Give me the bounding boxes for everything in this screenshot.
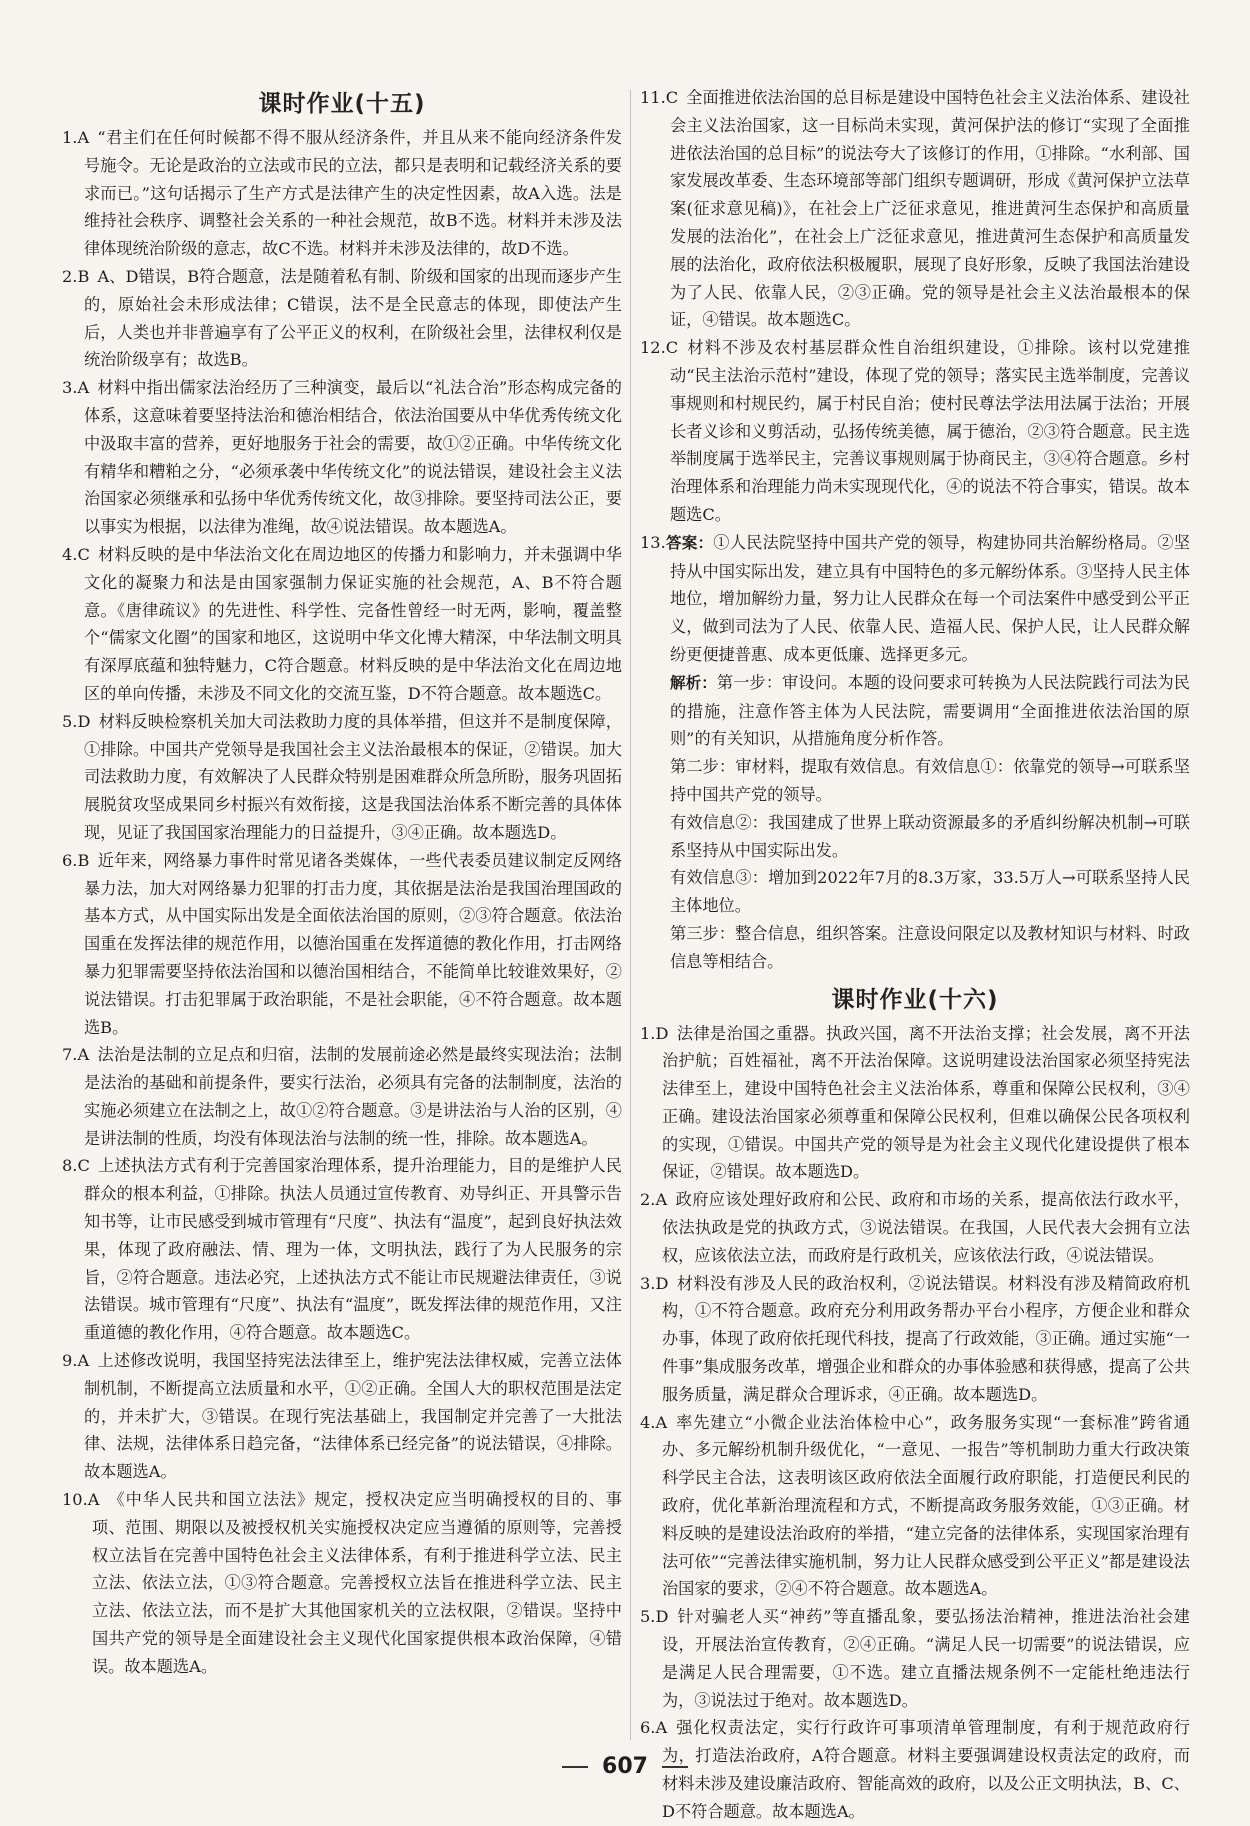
answer-text: 法律是治国之重器。执政兴国，离不开法治支撑；社会发展，离不开法治护航；百姓福祉，离不开法治保障。这说明建设法治国家必须坚持宪法法律至上，建设中国特色社会主义法治体系，尊重和保障公民权利，③④正确。建设法治国家必须尊重和保障公民权利，但难以确保公民各项权利的实现，①错误。中国共产党的领导是为社会主义现代化建设提供了根本保证，②错误。故本题选D。	[662, 1023, 1190, 1182]
answer-text: 《中华人民共和国立法法》规定，授权决定应当明确授权的目的、事项、范围、期限以及被授权机关实施授权决定应当遵循的原则等，完善授权立法旨在完善中国特色社会主义法律体系，有利于推进科学立法、民主立法、依法立法，①③符合题意。完善授权立法旨在推进科学立法、民主立法、依法立法，而不是扩大其他国家机关的立法权限，②错误。坚持中国共产党的领导是全面建设社会主义现代化国家提供根本政治保障，④错误。故本题选A。	[92, 1490, 622, 1676]
section-title-15: 课时作业(十五)	[258, 91, 426, 117]
answer-text: 全面推进依法治国的总目标是建设中国特色社会主义法治体系、建设社会主义法治国家，这一目标尚未实现，黄河保护法的修订“实现了全面推进依法治国的总目标”的说法夸大了该修订的作用，①排除。“水利部、国家发展改革委、生态环境部等部门组织专题调研，形成《黄河保护立法草案(征求意见稿)》，在社会上广泛征求意见，推进黄河生态保护和高质量发展的法治化”，在社会上广泛征求意见，推进黄河生态保护和高质量发展的法治化，政府依法积极履职，展现了良好形象，反映了我国法治建设为了人民、依靠人民，②③正确。党的领导是社会主义法治最根本的保证，④错误。故本题选C。	[670, 88, 1190, 330]
analysis-label: 解析：	[670, 673, 717, 692]
answer-text: 强化权责法定，实行行政许可事项清单管理制度，有利于规范政府行为，打造法治政府，A符合题意。材料主要强调建设权责法定的政府，而材料未涉及建设廉洁政府、智能高效的政府，以及公正文明执法，B、C、D不符合题意。故本题选A。	[662, 1718, 1190, 1821]
answer-item	[62, 374, 622, 541]
answer-item	[62, 1347, 622, 1486]
answer-number: 5.D	[62, 711, 91, 731]
answer-number: 6.B	[62, 850, 90, 870]
answer-number: 7.A	[62, 1045, 90, 1065]
answer-number: 3.A	[62, 378, 90, 398]
answer-text: 上述执法方式有利于完善国家治理体系，提升治理能力，目的是维护人民群众的根本利益，①排除。执法人员通过宣传教育、劝导纠正、开具警示告知书等，让市民感受到城市管理有“尺度”、执法有“温度”，起到良好执法效果，体现了政府融法、情、理为一体，文明执法，践行了为人民服务的宗旨，②符合题意。违法必究，上述执法方式不能让市民规避法律责任，③说法错误。城市管理有“尺度”、执法有“温度”，既发挥法律的规范作用，又注重道德的教化作用，④符合题意。故本题选C。	[84, 1156, 622, 1343]
answer-text: 材料中指出儒家法治经历了三种演变，最后以“礼法合治”形态构成完备的体系，这意味着要坚持法治和德治相结合，依法治国要从中华优秀传统文化中汲取丰富的营养，更好地服务于社会的需要，故①②正确。中华传统文化有精华和糟粕之分，“必须承袭中华传统文化”的说法错误，建设社会主义法治国家必须继承和弘扬中华优秀传统文化，故③排除。要坚持司法公正，要以事实为根据，以法律为准绳，故④说法错误。故本题选A。	[84, 378, 622, 537]
right-answer-list-top	[640, 84, 1190, 529]
answer-text: ①人民法院坚持中国共产党的领导，构建协同共治解纷格局。②坚持从中国实际出发，建立具有中国特色的多元解纷体系。③坚持人民主体地位，增加解纷力量，努力让人民群众在每一个司法案件中感受到公平正义，做到司法为了人民、依靠人民、造福人民、保护人民，让人民群众解纷更便捷普惠、成本更低廉、选择更多元。	[670, 532, 1190, 664]
page-footer	[0, 1754, 1250, 1779]
answer-item	[640, 1020, 1190, 1187]
answer-item	[640, 334, 1190, 529]
answer-number: 1.A	[62, 128, 90, 147]
answer-number: 5.D	[640, 1607, 669, 1627]
answer-text: 率先建立“小微企业法治体检中心”，政务服务实现“一套标准”跨省通办、多元解纷机制升级优化，“一意见、一报告”等机制助力重大行政决策科学民主合法，这表明该区政府依法全面履行政府职能，打造便民利民的政府，优化革新治理流程和方式，不断提高政务服务效能，①③正确。材料反映的是建设法治政府的举措，“建立完备的法律体系，实现国家治理有法可依”“完善法律实施机制，努力让人民群众感受到公平正义”都是建设法治国家的要求，②④不符合题意。故本题选A。	[662, 1412, 1190, 1599]
answer-label: 答案：	[665, 533, 714, 552]
analysis-info-2: 有效信息②：我国建成了世界上联动资源最多的矛盾纠纷解决机制→可联系坚持从中国实际出发。	[670, 812, 1190, 860]
answer-item	[640, 1603, 1190, 1714]
answer-number: 8.C	[62, 1156, 90, 1176]
section-title-16: 课时作业(十六)	[831, 986, 999, 1013]
left-answer-list	[62, 124, 622, 1681]
answer-item	[62, 124, 622, 263]
answer-text: “君主们在任何时候都不得不服从经济条件，并且从来不能向经济条件发号施令。无论是政治的立法或市民的立法，都只是表明和记载经济关系的要求而已。”这句话揭示了生产方式是法律产生的决定性因素，故A入选。法是维持社会秩序、调整社会关系的一种社会规范，故B不选。材料并未涉及法律体现统治阶级的意志，故C不选。材料并未涉及法律的，故D不选。	[84, 128, 622, 259]
left-column	[62, 84, 622, 1681]
answer-text: 政府应该处理好政府和公民、政府和市场的关系，提高依法行政水平，依法执政是党的执政方式，③说法错误。在我国，人民代表大会拥有立法权，应该依法立法，而政府是行政机关，应该依法行政，④说法错误。	[662, 1190, 1190, 1265]
answer-number: 9.A	[62, 1351, 90, 1371]
answer-item	[62, 1152, 622, 1347]
answer-text: 近年来，网络暴力事件时常见诸各类媒体，一些代表委员建议制定反网络暴力法，加大对网络暴力犯罪的打击力度，其依据是法治是我国治理国政的基本方式，从中国实际出发是全面依法治国的原则，②③符合题意。依法治国重在发挥法律的规范作用，以德治国重在发挥道德的教化作用，打击网络暴力犯罪需要坚持依法治国和以德治国相结合，不能简单比较谁效果好，②说法错误。打击犯罪属于政治职能，不是社会职能，④不符合题意。故本题选B。	[84, 850, 622, 1037]
footer-dash-left	[562, 1766, 588, 1768]
answer-item	[62, 708, 622, 847]
answer-number: 2.B	[62, 266, 90, 286]
answer-text: A、D错误，B符合题意，法是随着私有制、阶级和国家的出现而逐步产生的，原始社会未形成法律；C错误，法不是全民意志的体现，即使法产生后，人类也并非普遍享有了公平正义的权利，在阶级社会里，法律权利仅是统治阶级享有；故选B。	[84, 266, 622, 370]
answer-item	[62, 1041, 622, 1152]
analysis-text: 第一步：审设问。本题的设问要求可转换为人民法院践行司法为民的措施，注意作答主体为人民法院，需要调用“全面推进依法治国的原则”的有关知识，从措施角度分析作答。	[670, 672, 1190, 749]
answer-number: 12.C	[640, 338, 679, 358]
answer-number: 3.D	[640, 1273, 669, 1293]
answer-number: 10.A	[62, 1490, 100, 1510]
answer-text: 材料不涉及农村基层群众性自治组织建设，①排除。该村以党建推动“民主法治示范村”建设，体现了党的领导；落实民主选举制度，完善议事规则和村规民约，属于村民自治；使村民尊法学法用法属于法治；开展长者义诊和义剪活动，弘扬传统美德，属于德治，②③符合题意。民主选举制度属于选举民主，完善议事规则属于协商民主，③④符合题意。乡村治理体系和治理能力尚未实现现代化，④的说法不符合事实，错误。故本题选C。	[670, 338, 1190, 524]
column-divider	[630, 90, 631, 1740]
answer-item	[62, 263, 622, 374]
answer-item	[640, 1186, 1190, 1269]
page-number: 607	[602, 1754, 648, 1779]
answer-number: 11.C	[640, 88, 679, 107]
answer-text: 法治是法制的立足点和归宿，法制的发展前途必然是最终实现法治；法制是法治的基础和前提条件，要实行法治，必须具有完备的法制制度，法治的实施必须建立在法制之上，故①②符合题意。③是讲法治与人治的区别，④是讲法制的性质，均没有体现法治与法制的统一性，排除。故本题选A。	[84, 1045, 622, 1148]
answer-number: 2.A	[640, 1190, 668, 1210]
right-column	[640, 84, 1190, 1826]
answer-item	[62, 1486, 622, 1681]
answer-item	[640, 84, 1190, 334]
answer-text: 上述修改说明，我国坚持宪法法律至上，维护宪法法律权威，完善立法体制机制，不断提高立法质量和水平，①②正确。全国人大的职权范围是法定的，并未扩大，③错误。在现行宪法基础上，我国制定并完善了一大批法律、法规，法律体系日趋完备，“法律体系已经完备”的说法错误，④排除。故本题选A。	[84, 1351, 622, 1482]
answer-number: 4.A	[640, 1412, 668, 1432]
answer-item	[640, 1270, 1190, 1409]
answer-text: 材料没有涉及人民的政治权利，②说法错误。材料没有涉及精简政府机构，①不符合题意。政府充分利用政务帮办平台小程序，方便企业和群众办事，体现了政府依托现代科技，提高了行政效能，③正确。通过实施“一件事”集成服务改革，增强企业和群众的办事体验感和获得感，提高了公共服务质量，满足群众合理诉求，④正确。故本题选D。	[662, 1273, 1190, 1404]
answer-item	[640, 1409, 1190, 1604]
answer-number: 1.D	[640, 1023, 669, 1043]
answer-13	[640, 529, 1190, 976]
answer-item	[62, 541, 622, 708]
answer-item	[62, 847, 622, 1042]
analysis-step-3: 第三步：整合信息，组织答案。注意设问限定以及教材知识与材料、时政信息等相结合。	[670, 923, 1190, 971]
answer-text: 材料反映的是中华法治文化在周边地区的传播力和影响力，并未强调中华文化的凝聚力和法是由国家强制力保证实施的社会规范，A、B不符合题意。《唐律疏议》的先进性、科学性、完备性曾经一时无两，影响，覆盖整个“儒家文化圈”的国家和地区，这说明中华文化博大精深，中华法制文明具有深厚底蕴和独特魅力，C符合题意。材料反映的是中华法治文化在周边地区的单向传播，未涉及不同文化的交流互鉴，D不符合题意。故本题选C。	[84, 544, 622, 703]
analysis-info-3: 有效信息③：增加到2022年7月的8.3万家，33.5万人→可联系坚持人民主体地位。	[670, 868, 1190, 916]
answer-number: 6.A	[640, 1718, 668, 1738]
answer-text: 针对骗老人买“神药”等直播乱象，要弘扬法治精神，推进法治社会建设，开展法治宣传教育，②④正确。“满足人民一切需要”的说法错误，应是满足人民合理需要，①不选。建立直播法规条例不一定能杜绝违法行为，③说法过于绝对。故本题选D。	[662, 1607, 1190, 1710]
answer-text: 材料反映检察机关加大司法救助力度的具体举措，但这并不是制度保障，①排除。中国共产党领导是我国社会主义法治最根本的保证，②错误。加大司法救助力度，有效解决了人民群众特别是困难群众所急所盼，服务巩固拓展脱贫攻坚成果同乡村振兴有效衔接，这是我国法治体系不断完善的具体体现，见证了我国国家治理能力的日益提升，③④正确。故本题选D。	[84, 711, 622, 842]
answer-number: 13.	[640, 532, 666, 552]
right-answer-list-bottom	[640, 1020, 1190, 1826]
answer-number: 4.C	[62, 544, 90, 564]
footer-dash-right	[662, 1766, 688, 1768]
analysis-step-2: 第二步：审材料，提取有效信息。有效信息①：依靠党的领导→可联系坚持中国共产党的领导。	[670, 757, 1190, 804]
